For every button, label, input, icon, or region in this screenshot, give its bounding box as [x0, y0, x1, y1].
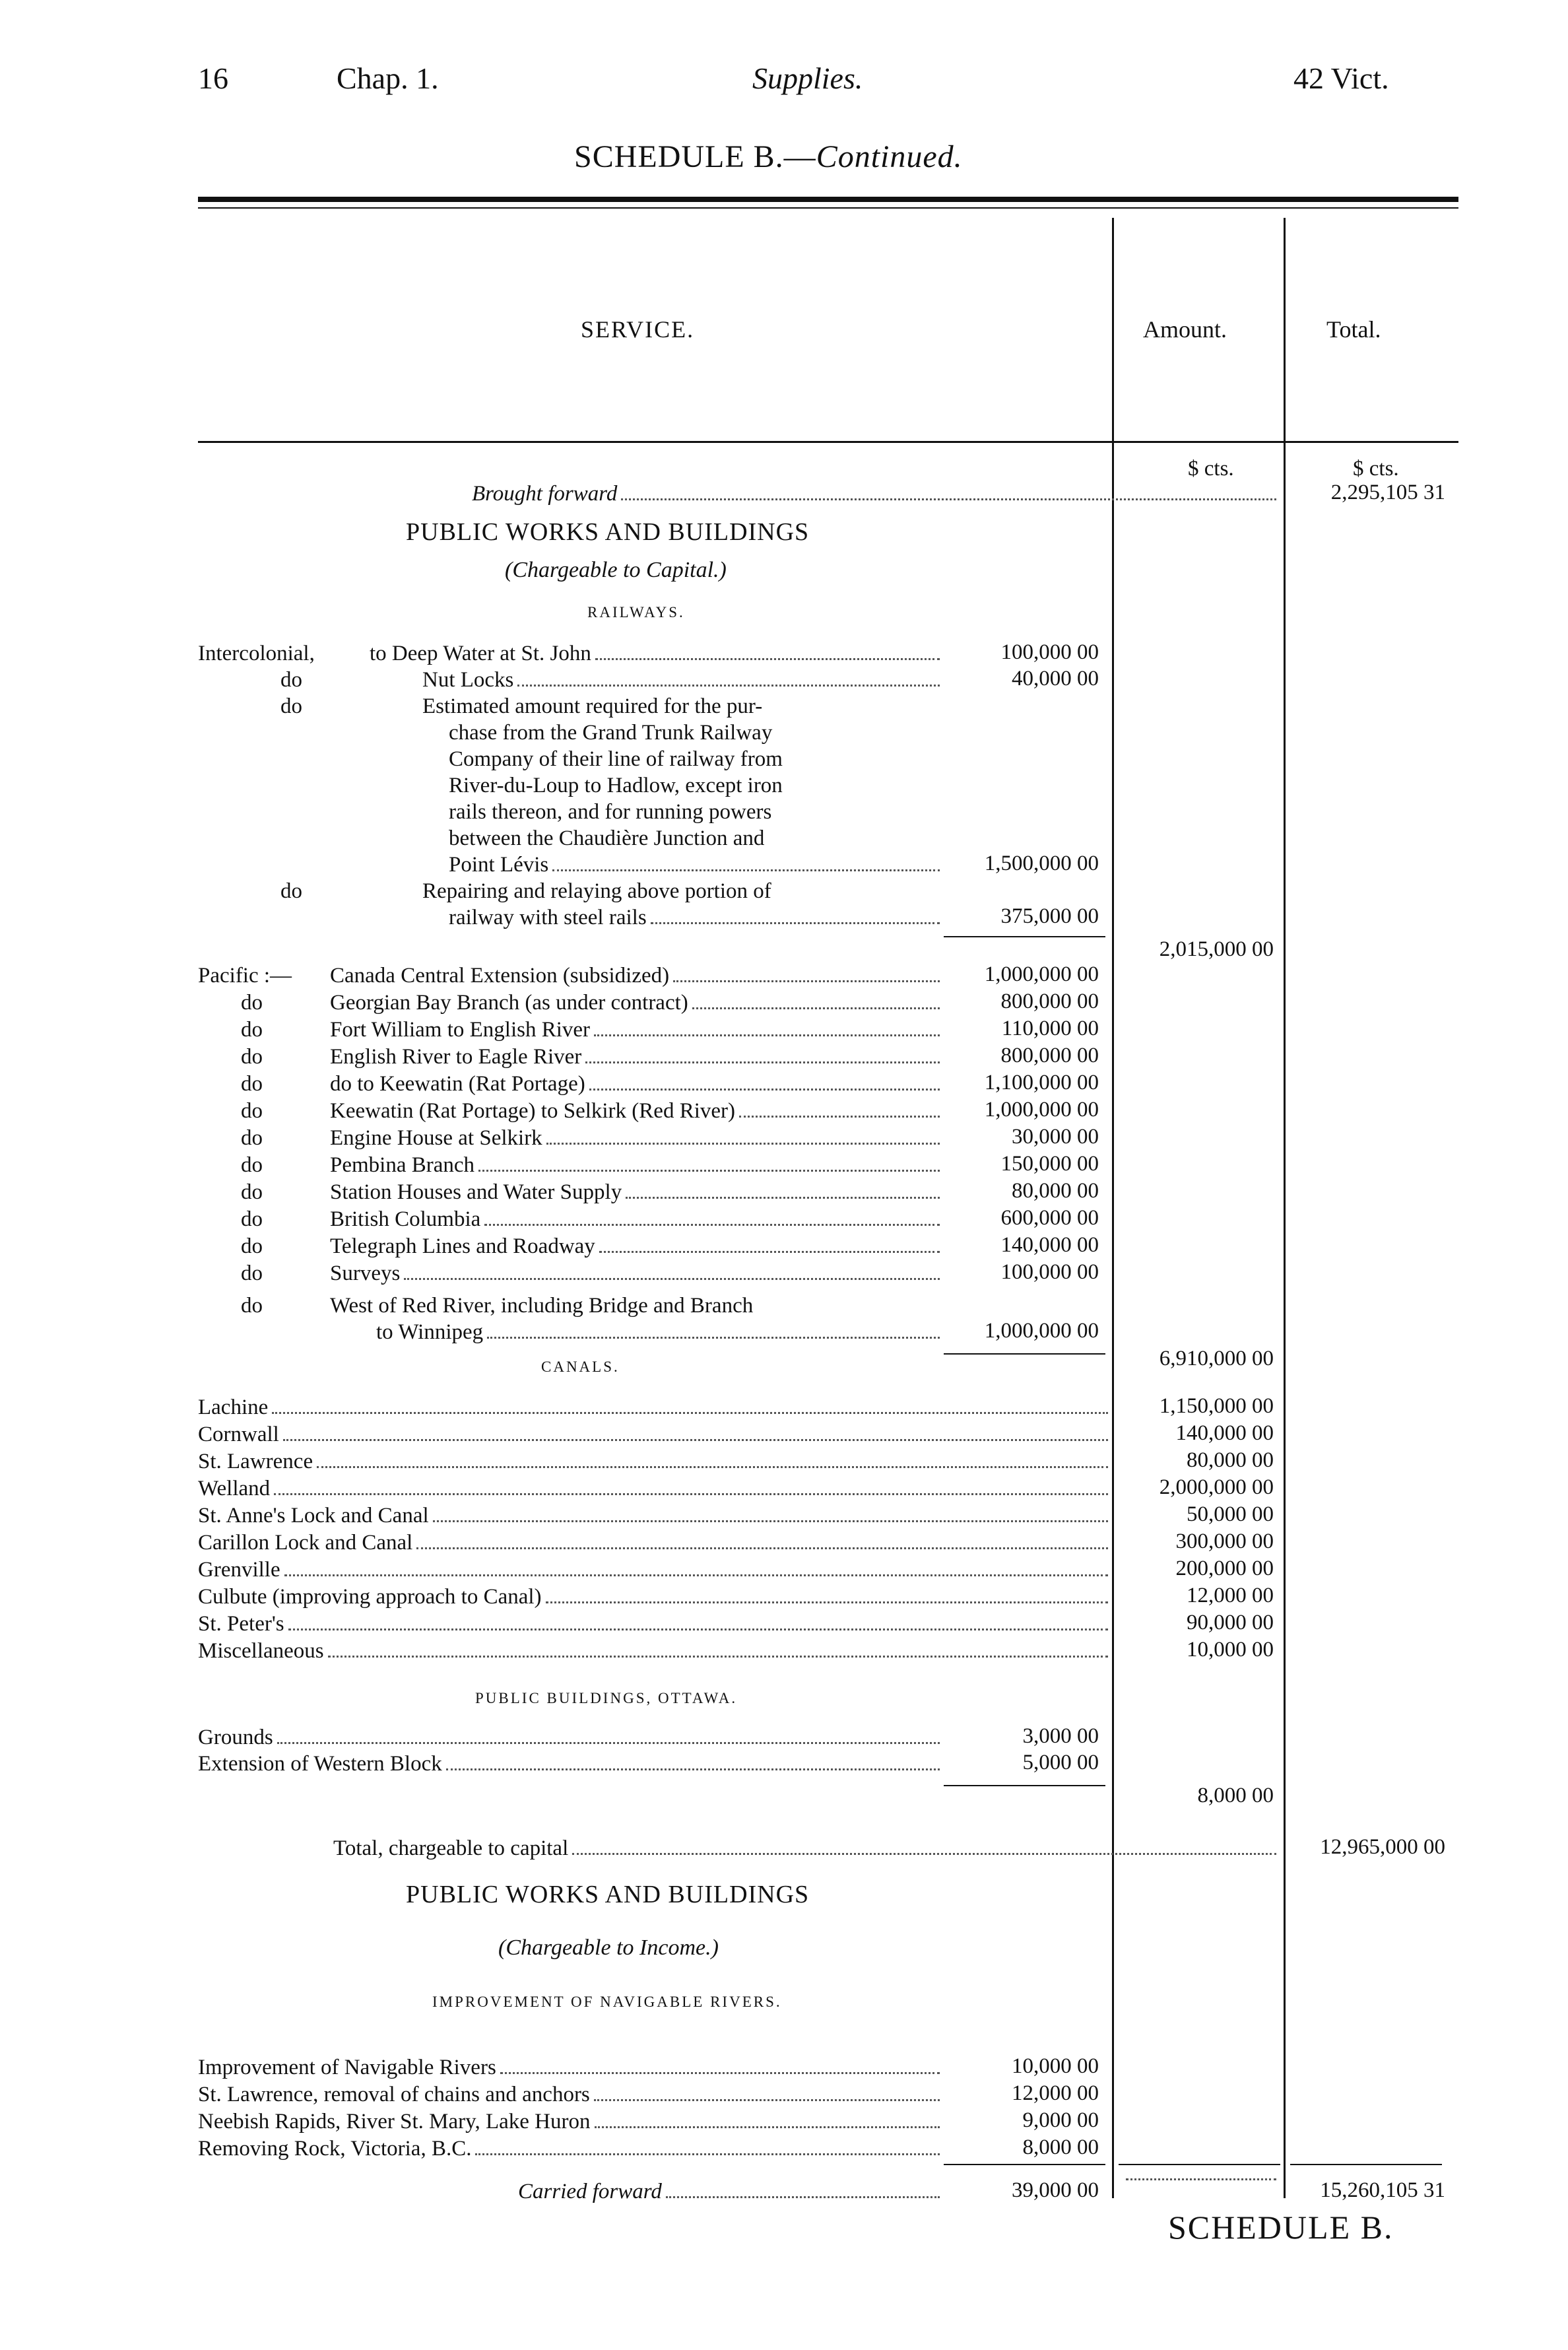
carried-forward-label: Carried forward [518, 2180, 662, 2203]
canal-2-row [198, 1421, 1112, 1448]
intercolonial-text-2: Nut Locks [422, 668, 514, 692]
canal-10-text: Miscellaneous [198, 1639, 324, 1663]
canal-6-amount: 300,000 00 [1175, 1529, 1274, 1553]
repair-line-1: Repairing and relaying above portion of [422, 879, 771, 903]
river-2-text: St. Lawrence, removal of chains and anchors [198, 2083, 590, 2106]
pacific-4-row [330, 1044, 944, 1070]
pacific-row-1 [330, 962, 944, 989]
river-3-row [198, 2108, 944, 2135]
canal-3-row [198, 1448, 1112, 1475]
pacific-4-prefix: do [241, 1045, 263, 1069]
canal-6-row [198, 1529, 1112, 1556]
canal-9-row [198, 1611, 1112, 1637]
canal-3-amount: 80,000 00 [1187, 1448, 1274, 1472]
total-unit: $ cts. [1353, 457, 1399, 481]
river-1-text: Improvement of Navigable Rivers [198, 2056, 496, 2079]
railways-heading: RAILWAYS. [587, 604, 685, 621]
canal-7-text: Grenville [198, 1558, 280, 1582]
pacific-9-text: Station Houses and Water Supply [330, 1180, 622, 1204]
pacific-text-13: West of Red River, including Bridge and Branch [330, 1294, 754, 1318]
pacific-5-row [330, 1071, 944, 1097]
public-buildings-sum-rule [944, 1785, 1105, 1786]
purchase-line-4: River-du-Loup to Hadlow, except iron [449, 774, 783, 797]
western-block-amount: 5,000 00 [1022, 1751, 1099, 1774]
pacific-8-prefix: do [241, 1153, 263, 1177]
pacific-11-prefix: do [241, 1234, 263, 1258]
income-subheading: (Chargeable to Income.) [498, 1935, 719, 1960]
schedule-title-main: SCHEDULE B.— [574, 139, 816, 174]
schedule-title [574, 139, 963, 175]
page-number: 16 [198, 61, 228, 95]
capital-heading: PUBLIC WORKS AND BUILDINGS [406, 518, 810, 546]
intercolonial-total: 2,015,000 00 [1159, 937, 1274, 961]
pacific-row-13-last [376, 1319, 944, 1345]
pacific-11-amount: 140,000 00 [1000, 1233, 1099, 1257]
river-2-amount: 12,000 00 [1012, 2081, 1099, 2105]
income-heading: PUBLIC WORKS AND BUILDINGS [406, 1881, 810, 1908]
pacific-7-prefix: do [241, 1126, 263, 1150]
column-divider-total [1284, 218, 1286, 2198]
intercolonial-text-1: to Deep Water at St. John [370, 642, 591, 665]
river-3-text: Neebish Rapids, River St. Mary, Lake Huron [198, 2110, 591, 2133]
river-2-row [198, 2081, 944, 2108]
river-4-amount: 8,000 00 [1022, 2135, 1099, 2159]
chapter-label: Chap. 1. [337, 61, 439, 95]
canal-2-text: Cornwall [198, 1423, 279, 1446]
public-buildings-total: 8,000 00 [1197, 1784, 1274, 1807]
pacific-prefix-13: do [241, 1294, 263, 1318]
pacific-3-text: Fort William to English River [330, 1018, 591, 1042]
top-rule-thick [198, 197, 1458, 202]
repair-line-last: railway with steel rails [449, 906, 647, 929]
purchase-line-2: chase from the Grand Trunk Railway [449, 721, 773, 745]
canal-1-amount: 1,150,000 00 [1159, 1394, 1274, 1418]
brought-forward-label: Brought forward [472, 482, 618, 506]
running-title: Supplies. [752, 61, 863, 95]
pacific-10-prefix: do [241, 1207, 263, 1231]
canal-8-row [198, 1584, 1112, 1610]
intercolonial-amount-4: 375,000 00 [1000, 904, 1099, 928]
pacific-3-row [330, 1017, 944, 1043]
total-capital-total: 12,965,000 00 [1320, 1835, 1445, 1859]
total-capital-label: Total, chargeable to capital [333, 1836, 569, 1860]
pacific-6-amount: 1,000,000 00 [984, 1098, 1099, 1122]
intercolonial-prefix-2: do [280, 668, 302, 692]
pacific-amount-13: 1,000,000 00 [984, 1319, 1099, 1343]
carried-forward-amount: 39,000 00 [1012, 2178, 1099, 2202]
amount-header: Amount. [1143, 316, 1227, 343]
column-divider-amount [1112, 218, 1114, 2198]
canal-1-row [198, 1394, 1112, 1421]
service-header: SERVICE. [581, 316, 695, 343]
pacific-7-text: Engine House at Selkirk [330, 1126, 542, 1150]
canal-8-amount: 12,000 00 [1187, 1584, 1274, 1607]
river-1-row [198, 2054, 944, 2081]
pacific-10-row [330, 1206, 944, 1232]
pacific-5-amount: 1,100,000 00 [984, 1071, 1099, 1094]
intercolonial-amount-1: 100,000 00 [1000, 640, 1099, 664]
western-block-text: Extension of Western Block [198, 1752, 442, 1776]
canals-heading: CANALS. [541, 1359, 620, 1375]
river-3-amount: 9,000 00 [1022, 2108, 1099, 2132]
pacific-9-prefix: do [241, 1180, 263, 1204]
river-1-amount: 10,000 00 [1012, 2054, 1099, 2078]
pacific-7-row [330, 1125, 944, 1151]
pacific-3-amount: 110,000 00 [1001, 1017, 1099, 1040]
canal-10-amount: 10,000 00 [1187, 1638, 1274, 1662]
canal-8-text: Culbute (improving approach to Canal) [198, 1585, 542, 1609]
pacific-8-amount: 150,000 00 [1000, 1152, 1099, 1176]
pacific-7-amount: 30,000 00 [1012, 1125, 1099, 1149]
amount-unit: $ cts. [1188, 457, 1234, 481]
pacific-11-row [330, 1233, 944, 1259]
pacific-6-row [330, 1098, 944, 1124]
pacific-10-text: British Columbia [330, 1207, 481, 1231]
canal-3-text: St. Lawrence [198, 1450, 313, 1473]
pacific-9-amount: 80,000 00 [1012, 1179, 1099, 1203]
pacific-4-text: English River to Eagle River [330, 1045, 582, 1069]
public-buildings-heading: PUBLIC BUILDINGS, OTTAWA. [475, 1690, 738, 1706]
carried-forward-total: 15,260,105 31 [1320, 2178, 1445, 2202]
purchase-line-1: Estimated amount required for the pur- [422, 694, 763, 718]
total-bottom-rule [1290, 2164, 1442, 2165]
pacific-text-1: Canada Central Extension (subsidized) [330, 964, 670, 988]
canal-4-amount: 2,000,000 00 [1159, 1475, 1274, 1499]
pacific-12-text: Surveys [330, 1261, 401, 1285]
canal-5-amount: 50,000 00 [1187, 1502, 1274, 1526]
total-header: Total. [1326, 316, 1381, 343]
intercolonial-row-4-last [449, 904, 944, 931]
brought-forward-total: 2,295,105 31 [1330, 481, 1445, 504]
intercolonial-row-3-last [449, 852, 944, 878]
pacific-total: 6,910,000 00 [1159, 1347, 1274, 1370]
pacific-5-prefix: do [241, 1072, 263, 1096]
pacific-3-prefix: do [241, 1018, 263, 1042]
intercolonial-prefix-1: Intercolonial, [198, 642, 315, 665]
canal-4-text: Welland [198, 1477, 271, 1500]
intercolonial-row-1 [370, 640, 944, 667]
amount-bottom-rule [1119, 2164, 1280, 2165]
brought-forward-row [472, 481, 1280, 507]
intercolonial-row-2 [422, 667, 944, 693]
canal-6-text: Carillon Lock and Canal [198, 1531, 413, 1555]
pacific-11-text: Telegraph Lines and Roadway [330, 1234, 595, 1258]
rivers-heading: IMPROVEMENT OF NAVIGABLE RIVERS. [432, 1994, 782, 2010]
canal-5-text: St. Anne's Lock and Canal [198, 1504, 429, 1528]
grounds-text: Grounds [198, 1726, 273, 1749]
purchase-line-last: Point Lévis [449, 853, 549, 877]
carried-forward-amount-dots [1122, 2178, 1280, 2186]
canal-5-row [198, 1502, 1112, 1529]
canal-9-amount: 90,000 00 [1187, 1611, 1274, 1634]
river-4-row [198, 2135, 944, 2162]
pacific-prefix: Pacific :— [198, 964, 292, 988]
pacific-12-amount: 100,000 00 [1000, 1260, 1099, 1284]
pacific-sum-rule [944, 1353, 1105, 1355]
grounds-row [198, 1724, 944, 1751]
catchword: SCHEDULE B. [1168, 2209, 1394, 2246]
canal-4-row [198, 1475, 1112, 1502]
river-4-text: Removing Rock, Victoria, B.C. [198, 2137, 472, 2161]
canal-10-row [198, 1638, 1112, 1664]
carried-forward-row [518, 2178, 944, 2205]
schedule-title-suffix: Continued. [816, 139, 963, 174]
pacific-8-text: Pembina Branch [330, 1153, 475, 1177]
purchase-line-5: rails thereon, and for running powers [449, 800, 772, 824]
intercolonial-prefix-3: do [280, 694, 302, 718]
top-rule-thin [198, 207, 1458, 209]
canal-1-text: Lachine [198, 1395, 269, 1419]
pacific-amount-1: 1,000,000 00 [984, 962, 1099, 986]
pacific-12-prefix: do [241, 1261, 263, 1285]
intercolonial-prefix-4: do [280, 879, 302, 903]
intercolonial-amount-3: 1,500,000 00 [984, 852, 1099, 875]
western-block-row [198, 1751, 944, 1777]
pacific-6-text: Keewatin (Rat Portage) to Selkirk (Red River) [330, 1099, 735, 1123]
purchase-line-6: between the Chaudière Junction and [449, 826, 765, 850]
pacific-2-text: Georgian Bay Branch (as under contract) [330, 991, 688, 1015]
intercolonial-amount-2: 40,000 00 [1012, 667, 1099, 690]
pacific-6-prefix: do [241, 1099, 263, 1123]
pacific-2-amount: 800,000 00 [1000, 990, 1099, 1013]
purchase-line-3: Company of their line of railway from [449, 747, 783, 771]
pacific-2-prefix: do [241, 991, 263, 1015]
pacific-2-row [330, 990, 944, 1016]
grounds-amount: 3,000 00 [1022, 1724, 1099, 1748]
regnal-year: 42 Vict. [1293, 61, 1389, 95]
intercolonial-text-3-block [422, 693, 944, 852]
canal-2-amount: 140,000 00 [1175, 1421, 1274, 1445]
canal-7-row [198, 1557, 1112, 1583]
canal-7-amount: 200,000 00 [1175, 1557, 1274, 1580]
pacific-9-row [330, 1179, 944, 1205]
pacific-12-row [330, 1260, 944, 1287]
capital-subheading: (Chargeable to Capital.) [505, 558, 727, 582]
pacific-10-amount: 600,000 00 [1000, 1206, 1099, 1230]
pacific-text-13-last: to Winnipeg [376, 1320, 484, 1344]
canal-9-text: St. Peter's [198, 1612, 284, 1636]
pacific-4-amount: 800,000 00 [1000, 1044, 1099, 1067]
total-capital-row [333, 1835, 1280, 1862]
pacific-8-row [330, 1152, 944, 1178]
rivers-sum-rule [944, 2164, 1105, 2165]
intercolonial-sum-rule [944, 936, 1105, 937]
pacific-5-text: do to Keewatin (Rat Portage) [330, 1072, 585, 1096]
header-rule [198, 441, 1458, 443]
